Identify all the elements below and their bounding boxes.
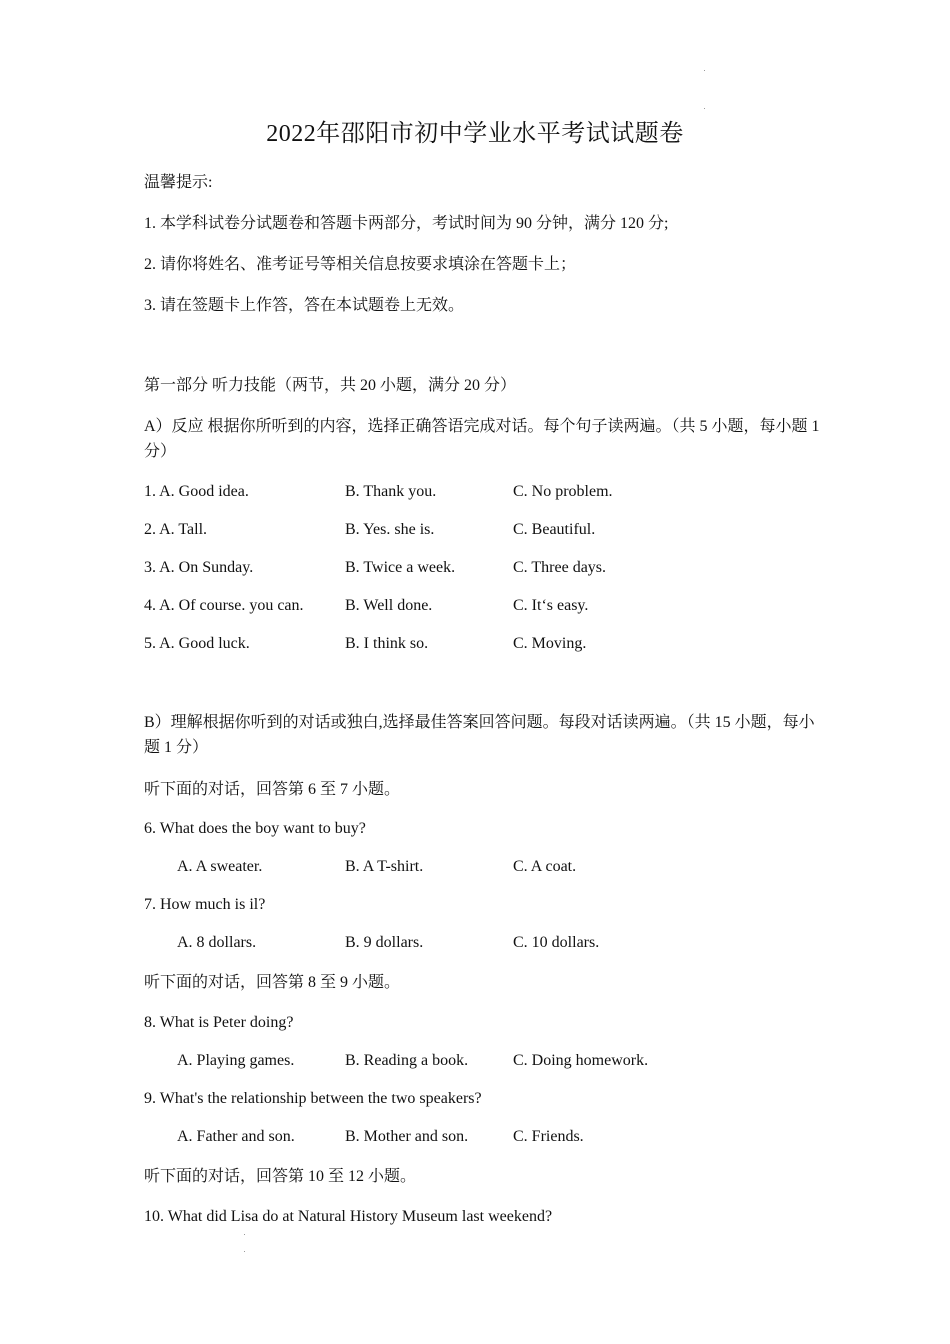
q7-option-c: C. 10 dollars. [513, 934, 600, 951]
q5-option-c: C. Moving. [513, 635, 587, 652]
q9-option-b: B. Mother and son. [345, 1128, 469, 1145]
q9-option-a: A. Father and son. [177, 1128, 295, 1145]
scan-speck [704, 108, 705, 109]
q8-stem: 8. What is Peter doing? [144, 1014, 294, 1031]
section-a-instruction: A）反应 根据你所听到的内容，选择正确答语完成对话。每个句子读两遍。（共 5 小题，每小题 1 分） [144, 418, 820, 460]
q3-option-c: C. Three days. [513, 559, 607, 576]
q7-stem: 7. How much is il? [144, 896, 266, 913]
q3-option-b: B. Twice a week. [345, 559, 456, 576]
q9-option-c: C. Friends. [513, 1128, 584, 1145]
q1-option-a: 1. A. Good idea. [144, 483, 249, 500]
q7-option-b: B. 9 dollars. [345, 934, 424, 951]
part1-heading: 第一部分 听力技能（两节，共 20 小题，满分 20 分） [144, 377, 517, 394]
q8-option-c: C. Doing homework. [513, 1052, 649, 1069]
scan-speck [704, 70, 705, 71]
group-2-heading: 听下面的对话，回答第 8 至 9 小题。 [144, 974, 401, 991]
group-1-heading: 听下面的对话，回答第 6 至 7 小题。 [144, 781, 401, 798]
q8-option-a: A. Playing games. [177, 1052, 295, 1069]
q6-stem: 6. What does the boy want to buy? [144, 820, 366, 837]
tips-heading: 温馨提示: [144, 174, 213, 191]
q4-option-a: 4. A. Of course. you can. [144, 597, 304, 614]
q7-option-a: A. 8 dollars. [177, 934, 257, 951]
q6-option-b: B. A T-shirt. [345, 858, 424, 875]
tip-item-2: 2. 请你将姓名、准考证号等相关信息按要求填涂在答题卡上； [144, 256, 577, 273]
exam-title: 2022年邵阳市初中学业水平考试试题卷 [266, 121, 684, 147]
q2-option-c: C. Beautiful. [513, 521, 596, 538]
group-3-heading: 听下面的对话，回答第 10 至 12 小题。 [144, 1168, 417, 1185]
q5-option-b: B. I think so. [345, 635, 429, 652]
q5-option-a: 5. A. Good luck. [144, 635, 250, 652]
q8-option-b: B. Reading a book. [345, 1052, 469, 1069]
q4-option-b: B. Well done. [345, 597, 433, 614]
tip-item-3: 3. 请在签题卡上作答，答在本试题卷上无效。 [144, 297, 465, 314]
q3-option-a: 3. A. On Sunday. [144, 559, 254, 576]
q9-stem: 9. What's the relationship between the two speakers? [144, 1090, 482, 1107]
q4-option-c: C. It‘s easy. [513, 597, 589, 614]
q1-option-c: C. No problem. [513, 483, 613, 500]
q6-option-a: A. A sweater. [177, 858, 263, 875]
q2-option-a: 2. A. Tall. [144, 521, 208, 538]
tip-item-1: 1. 本学科试卷分试题卷和答题卡两部分，考试时间为 90 分钟，满分 120 分; [144, 215, 669, 232]
section-b-instruction: B）理解根据你听到的对话或独白,选择最佳答案回答问题。每段对话读两遍。（共 15 小题，每小题 1 分） [144, 714, 815, 756]
scan-speck [244, 1251, 245, 1252]
q6-option-c: C. A coat. [513, 858, 577, 875]
q10-stem: 10. What did Lisa do at Natural History Museum last weekend? [144, 1208, 553, 1225]
scan-speck [244, 1234, 245, 1235]
q1-option-b: B. Thank you. [345, 483, 437, 500]
q2-option-b: B. Yes. she is. [345, 521, 435, 538]
